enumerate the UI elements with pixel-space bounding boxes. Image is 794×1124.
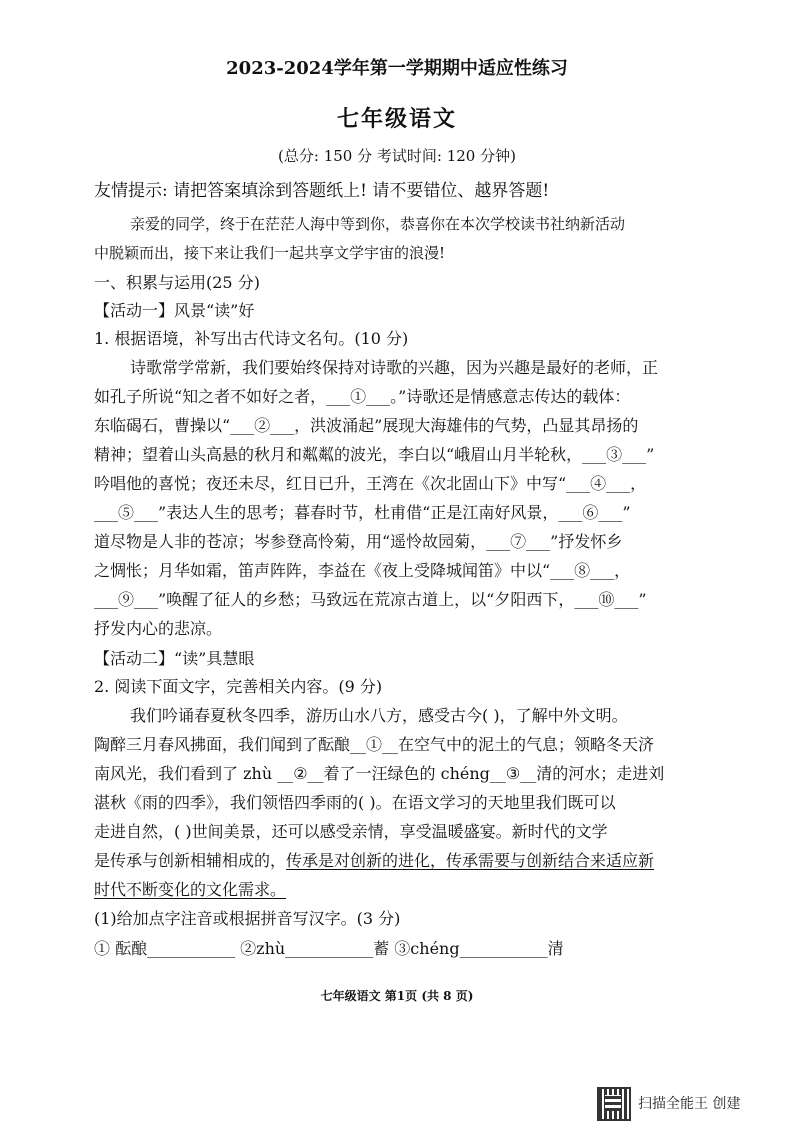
- question-2-title: 2. 阅读下面文字，完善相关内容。(9 分): [94, 677, 383, 696]
- friendly-tip: 友情提示: 请把答案填涂到答题纸上! 请不要错位、越界答题!: [94, 181, 550, 201]
- section-heading: 一、积累与运用(25 分): [94, 273, 260, 292]
- q2-line-start: 是传承与创新相辅相成的，: [94, 851, 287, 870]
- exam-title: 2023-2024学年第一学期期中适应性练习: [226, 58, 568, 79]
- q1-line: 诗歌常学常新，我们要始终保持对诗歌的兴趣，因为兴趣是最好的老师，正: [130, 358, 659, 377]
- q1-line: ___⑤___”表达人生的思考；暮春时节，杜甫借“正是江南好风景，___⑥___”: [94, 503, 631, 522]
- q1-line: 吟唱他的喜悦；夜还未尽，红日已升，王湾在《次北固山下》中写“___④___，: [94, 474, 647, 493]
- q2-underlined-sentence: 传承是对创新的进化，传承需要与创新结合来适应新: [286, 851, 655, 870]
- q2-line: 陶醉三月春风拂面，我们闻到了酝酿__①__在空气中的泥土的气息；领略冬天济: [94, 735, 655, 754]
- q2-line: 南风光，我们看到了 zhù __②__着了一汪绿色的 chéng__③__清的河水；走进刘: [94, 764, 665, 783]
- q2-subquestion-1: (1)给加点字注音或根据拼音写汉字。(3 分): [94, 909, 401, 928]
- activity-two-heading: 【活动二】“读”具慧眼: [94, 649, 255, 668]
- q1-line: 道尽物是人非的苍凉；岑参登高怜菊，用“遥怜故园菊，___⑦___”抒发怀乡: [94, 532, 623, 551]
- q1-line: 精神；望着山头高悬的秋月和粼粼的波光，李白以“峨眉山月半轮秋，___③___”: [94, 445, 655, 464]
- intro-line-2: 中脱颖而出，接下来让我们一起共享文学宇宙的浪漫!: [94, 244, 446, 262]
- q2-line-with-underline: [94, 850, 654, 872]
- intro-line-1: 亲爱的同学，终于在茫茫人海中等到你，恭喜你在本次学校读书社纳新活动: [130, 215, 626, 233]
- q1-line: 抒发内心的悲凉。: [94, 619, 223, 638]
- score-info: (总分: 150 分 考试时间: 120 分钟): [278, 147, 516, 165]
- q1-line: ___⑨___”唤醒了征人的乡愁；马致远在荒凉古道上，以“夕阳西下，___⑩___”: [94, 590, 647, 609]
- q2-line: 湛秋《雨的四季》，我们领悟四季雨的( )。在语文学习的天地里我们既可以: [94, 793, 616, 812]
- activity-one-heading: 【活动一】风景“读”好: [94, 301, 255, 320]
- q2-line-underlined-end: 时代不断变化的文化需求。: [94, 880, 287, 899]
- question-1-title: 1. 根据语境，补写出古代诗文名句。(10 分): [94, 329, 409, 348]
- q1-line: 如孔子所说“知之者不如好之者，___①___。”诗歌还是情感意志传达的载体：: [94, 387, 631, 406]
- qr-code-icon: [597, 1087, 631, 1121]
- subject-title: 七年级语文: [336, 106, 457, 132]
- q2-subquestion-1-answer-line: ① 酝酿___________ ②zhù___________蓄 ③chéng___________清: [94, 939, 564, 958]
- page-footer: 七年级语文 第1页 (共 8 页): [320, 989, 474, 1003]
- q2-line: 我们吟诵春夏秋冬四季，游历山水八方，感受古今( )，了解中外文明。: [130, 706, 628, 725]
- q2-line: 走进自然，( )世间美景，还可以感受亲情，享受温暖盛宴。新时代的文学: [94, 822, 608, 841]
- q1-line: 东临碣石，曹操以“___②___，洪波涌起”展现大海雄伟的气势，凸显其昂扬的: [94, 416, 639, 435]
- scanner-watermark: 扫描全能王 创建: [638, 1096, 741, 1112]
- q1-line: 之惆怅；月华如霜，笛声阵阵，李益在《夜上受降城闻笛》中以“___⑧___，: [94, 561, 631, 580]
